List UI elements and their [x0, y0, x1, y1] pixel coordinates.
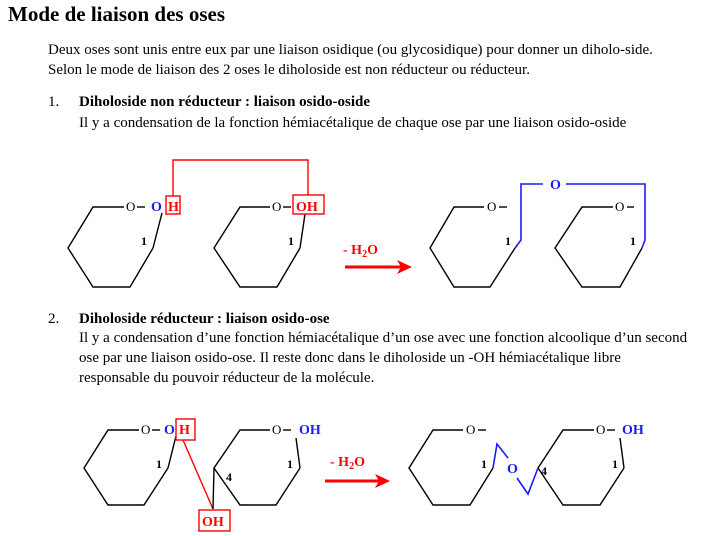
svg-text:1: 1 — [288, 234, 294, 248]
item-1-number: 1. — [48, 94, 60, 110]
svg-text:1: 1 — [287, 457, 293, 471]
svg-text:1: 1 — [505, 234, 511, 248]
osidic-bond-left — [515, 184, 543, 248]
scheme-reducing — [0, 405, 718, 536]
condensation-link — [173, 160, 308, 196]
hydroxyl-label: OH — [296, 200, 318, 215]
svg-text:O: O — [615, 199, 625, 214]
item-2-title: Diholoside réducteur : liaison osido-ose — [79, 311, 330, 327]
bridge-oxygen-label: O — [550, 178, 561, 193]
svg-text:1: 1 — [612, 457, 618, 471]
ose-ring-5 — [84, 422, 176, 505]
osidic-bond-right-2 — [517, 468, 538, 494]
carbon-4-label: 4 — [226, 470, 232, 484]
hydroxyl-oxygen-label-2: O — [164, 423, 175, 438]
alcohol-label: OH — [202, 515, 224, 530]
ose-ring-7 — [409, 422, 493, 505]
svg-text:O: O — [272, 422, 282, 437]
svg-text:O: O — [487, 199, 497, 214]
item-1-description: Il y a condensation de la fonction hémiacétalique de chaque ose par une liaison osido-oside — [79, 115, 627, 131]
reaction-arrow-1 — [343, 243, 412, 274]
hydroxyl-label-2: OH — [299, 423, 321, 438]
scheme-non-reducing — [0, 145, 718, 295]
ose-ring-3 — [430, 199, 515, 287]
svg-text:1: 1 — [630, 234, 636, 248]
svg-text:1: 1 — [156, 457, 162, 471]
item-2-number: 2. — [48, 311, 60, 327]
svg-text:1: 1 — [481, 457, 487, 471]
ose-ring-6 — [213, 422, 300, 509]
ose-ring-4 — [555, 199, 642, 287]
svg-text:O: O — [141, 422, 151, 437]
hydrogen-label: H — [168, 200, 179, 215]
svg-text:- H2O: - $H_2O$ — [330, 455, 365, 472]
carbon-1-label: 1 — [141, 234, 147, 248]
reaction-arrow-2 — [325, 455, 390, 488]
condensation-link-2 — [183, 440, 213, 509]
svg-text:4: 4 — [541, 464, 547, 478]
svg-text:O: O — [466, 422, 476, 437]
item-2-description: Il y a condensation d’une fonction hémiacétalique d’un ose avec une fonction alcoolique d’un second ose par une liaison osido-ose. Il reste donc dans le diholoside un -OH hémiacétalique libre responsable du pouvoir réducteur de la molécule. — [79, 330, 688, 386]
ring-oxygen-label: O — [126, 199, 136, 214]
hydroxyl-oxygen-label: O — [151, 200, 162, 215]
ose-ring-8 — [538, 422, 624, 505]
ose-ring-2 — [214, 199, 305, 287]
ose-ring-1 — [68, 199, 162, 287]
intro-paragraph: Deux oses sont unis entre eux par une liaison osidique (ou glycosidique) pour donner un diholo-side. Selon le mode de liaison des 2 oses le diholoside est non réducteur ou réducteur. — [48, 42, 653, 78]
hydroxyl-label-3: OH — [622, 423, 644, 438]
osidic-bond-left-2 — [493, 444, 508, 468]
svg-text:- H2O: - $H_2O$ — [343, 243, 378, 260]
hydrogen-label-2: H — [179, 423, 190, 438]
page-title: Mode de liaison des oses — [8, 2, 226, 26]
bridge-oxygen-label-2: O — [507, 462, 518, 477]
svg-text:O: O — [596, 422, 606, 437]
svg-text:O: O — [272, 199, 282, 214]
item-1-title: Diholoside non réducteur : liaison osido-oside — [79, 94, 371, 110]
